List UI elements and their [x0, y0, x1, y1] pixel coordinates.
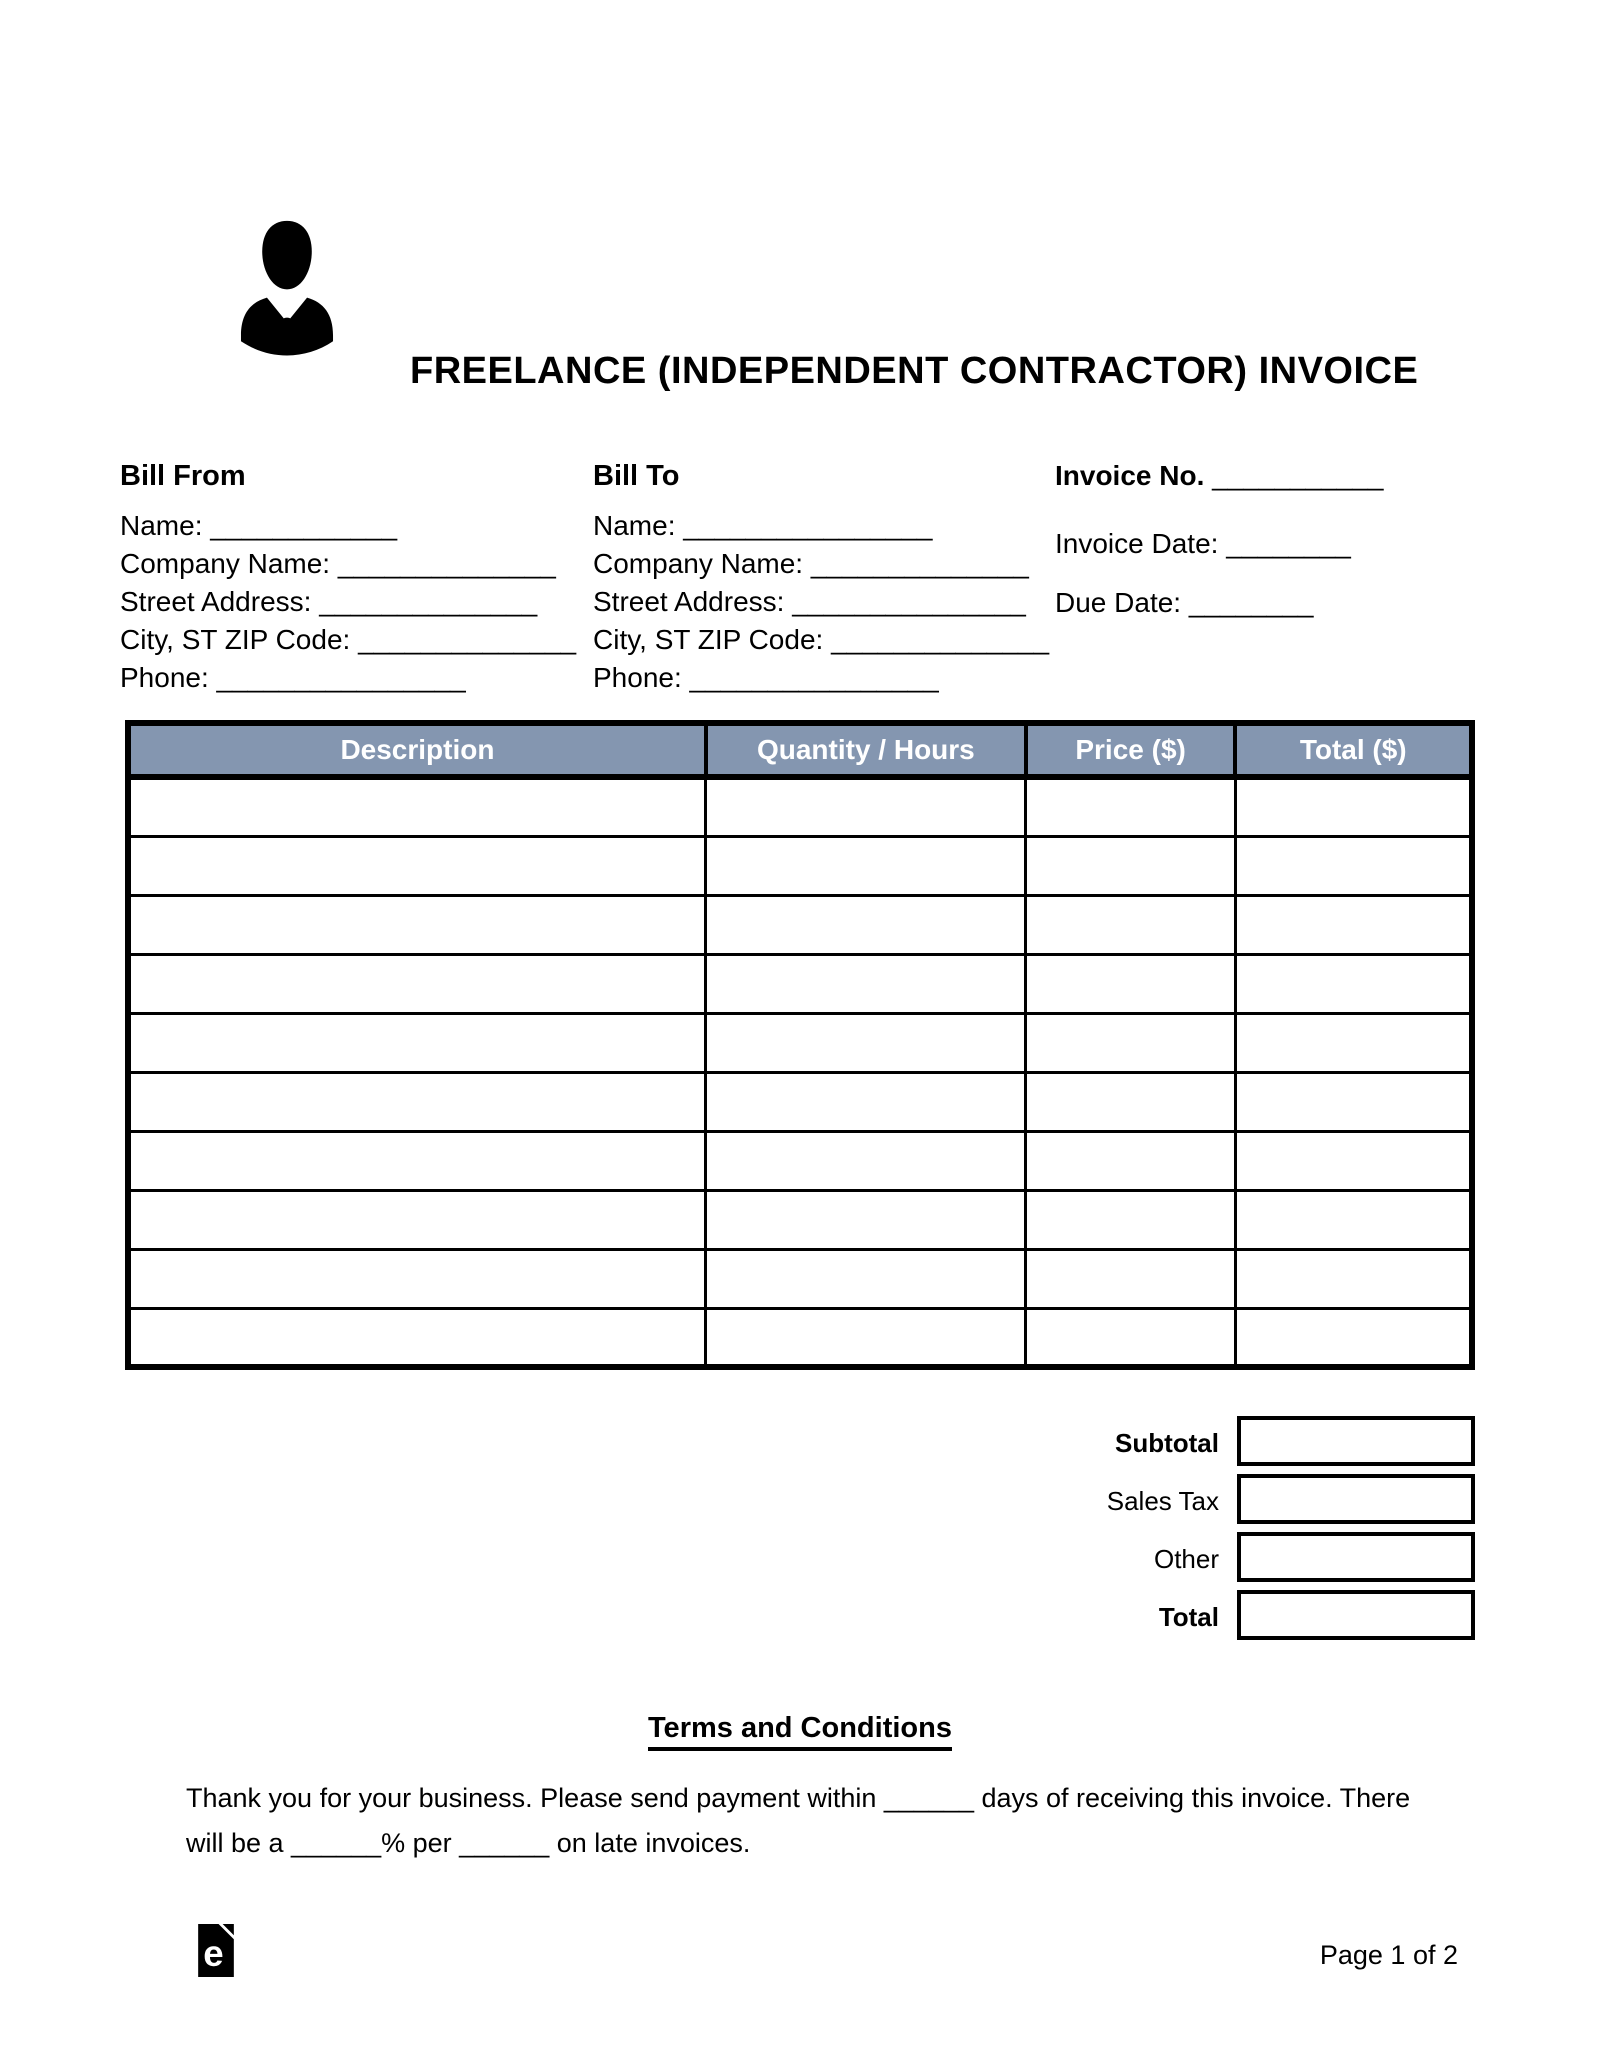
due-date-field[interactable]: Due Date: ________ [1055, 587, 1314, 618]
table-cell[interactable] [128, 777, 706, 836]
bill-from-city-field[interactable]: City, ST ZIP Code: ______________ [120, 624, 577, 655]
bill-from-phone-field[interactable]: Phone: ________________ [120, 662, 466, 693]
table-cell[interactable] [1235, 1131, 1472, 1190]
table-cell[interactable] [1235, 1190, 1472, 1249]
table-cell[interactable] [1026, 1072, 1236, 1131]
table-row [128, 1131, 1472, 1190]
bill-to-street-field[interactable]: Street Address: _______________ [593, 586, 1026, 617]
terms-heading-wrap [0, 1712, 1600, 1751]
sales-tax-row [125, 1472, 1475, 1530]
table-cell[interactable] [1235, 954, 1472, 1013]
invoice-table-body [128, 777, 1472, 1367]
table-cell[interactable] [128, 836, 706, 895]
sales-tax-value-box[interactable] [1237, 1474, 1475, 1524]
bill-to-company-field[interactable]: Company Name: ______________ [593, 548, 1029, 579]
table-cell[interactable] [1026, 836, 1236, 895]
table-cell[interactable] [706, 1072, 1026, 1131]
table-cell[interactable] [1235, 1249, 1472, 1308]
table-cell[interactable] [706, 954, 1026, 1013]
table-cell[interactable] [128, 895, 706, 954]
table-cell[interactable] [1026, 1013, 1236, 1072]
bill-from-heading: Bill From [120, 460, 246, 492]
table-cell[interactable] [706, 1131, 1026, 1190]
invoice-number-blank[interactable]: ___________ [1204, 460, 1384, 491]
total-value-box[interactable] [1237, 1590, 1475, 1640]
column-header-price: Price ($) [1026, 723, 1236, 777]
table-cell[interactable] [706, 777, 1026, 836]
subtotal-row [125, 1414, 1475, 1472]
table-cell[interactable] [706, 1308, 1026, 1367]
table-cell[interactable] [706, 1013, 1026, 1072]
table-cell[interactable] [1235, 895, 1472, 954]
table-cell[interactable] [706, 895, 1026, 954]
table-row [128, 954, 1472, 1013]
table-cell[interactable] [1026, 954, 1236, 1013]
terms-paragraph [186, 1776, 1410, 1866]
invoice-date-field[interactable]: Invoice Date: ________ [1055, 528, 1351, 559]
table-row [128, 1308, 1472, 1367]
table-cell[interactable] [128, 1072, 706, 1131]
table-row [128, 1190, 1472, 1249]
bill-to-heading: Bill To [593, 460, 680, 492]
table-row [128, 895, 1472, 954]
bill-to-name-field[interactable]: Name: ________________ [593, 510, 933, 541]
bill-to-section [593, 457, 1049, 697]
total-row [125, 1588, 1475, 1646]
table-cell[interactable] [1026, 1249, 1236, 1308]
table-row [128, 1072, 1472, 1131]
table-cell[interactable] [1235, 1072, 1472, 1131]
bill-from-name-field[interactable]: Name: ____________ [120, 510, 398, 541]
table-cell[interactable] [1235, 777, 1472, 836]
table-cell[interactable] [128, 1013, 706, 1072]
table-cell[interactable] [1235, 836, 1472, 895]
table-cell[interactable] [1026, 1190, 1236, 1249]
table-row [128, 1249, 1472, 1308]
total-label: Total [1158, 1602, 1219, 1632]
line-items-table [125, 720, 1475, 1370]
bill-from-section [120, 457, 576, 697]
bill-to-city-field[interactable]: City, ST ZIP Code: ______________ [593, 624, 1050, 655]
column-header-quantity-hours: Quantity / Hours [706, 723, 1026, 777]
other-label: Other [1153, 1544, 1219, 1574]
terms-line-1: Thank you for your business. Please send payment within ______ days of receiving this invoice. There [186, 1783, 1411, 1813]
table-cell[interactable] [128, 954, 706, 1013]
table-cell[interactable] [1235, 1013, 1472, 1072]
eforms-logo-letter: e [203, 1932, 224, 1974]
table-cell[interactable] [1026, 1131, 1236, 1190]
terms-line-2: will be a ______% per ______ on late invoices. [186, 1828, 751, 1858]
eforms-logo [198, 1924, 234, 1977]
other-value-box[interactable] [1237, 1532, 1475, 1582]
subtotal-value-box[interactable] [1237, 1416, 1475, 1466]
table-row [128, 777, 1472, 836]
sales-tax-label: Sales Tax [1106, 1486, 1219, 1516]
invoice-meta-section [1055, 457, 1383, 622]
column-header-total: Total ($) [1235, 723, 1472, 777]
table-cell[interactable] [1026, 895, 1236, 954]
invoice-number-label: Invoice No. [1055, 460, 1205, 491]
table-cell[interactable] [128, 1131, 706, 1190]
bill-from-company-field[interactable]: Company Name: ______________ [120, 548, 556, 579]
table-cell[interactable] [1026, 1308, 1236, 1367]
terms-heading: Terms and Conditions [648, 1712, 952, 1751]
other-row [125, 1530, 1475, 1588]
table-cell[interactable] [128, 1308, 706, 1367]
page-indicator: Page 1 of 2 [1319, 1940, 1458, 1970]
document-title: FREELANCE (INDEPENDENT CONTRACTOR) INVOICE [410, 350, 1419, 392]
column-header-description: Description [128, 723, 706, 777]
invoice-number-field[interactable] [1055, 457, 1383, 495]
subtotal-label: Subtotal [1115, 1428, 1219, 1458]
bill-from-street-field[interactable]: Street Address: ______________ [120, 586, 538, 617]
table-header-row [128, 723, 1472, 777]
summary-section [125, 1414, 1475, 1646]
table-cell[interactable] [706, 836, 1026, 895]
table-cell[interactable] [1026, 777, 1236, 836]
table-cell[interactable] [128, 1249, 706, 1308]
table-row [128, 836, 1472, 895]
businessman-icon [228, 216, 346, 358]
table-cell[interactable] [706, 1190, 1026, 1249]
table-cell[interactable] [706, 1249, 1026, 1308]
bill-to-phone-field[interactable]: Phone: ________________ [593, 662, 939, 693]
table-row [128, 1013, 1472, 1072]
table-cell[interactable] [128, 1190, 706, 1249]
table-cell[interactable] [1235, 1308, 1472, 1367]
